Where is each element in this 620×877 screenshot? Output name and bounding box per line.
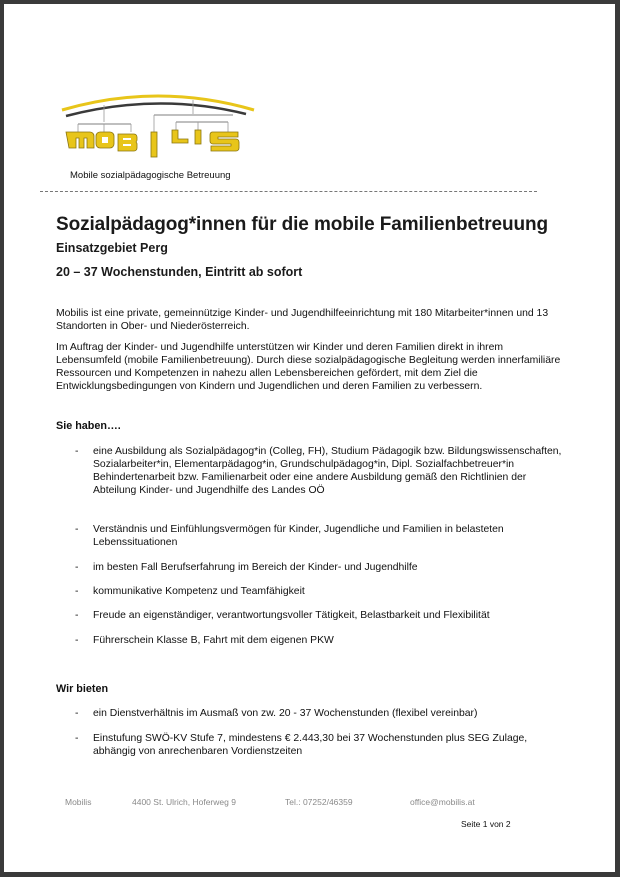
footer-address: 4400 St. Ulrich, Hoferweg 9 [132, 797, 236, 807]
header-separator [40, 191, 537, 192]
bullet-dash: - [75, 733, 79, 744]
logo-letter-s [210, 132, 239, 151]
bullet-dash: - [75, 708, 79, 719]
footer-org: Mobilis [65, 797, 92, 807]
mobilis-logo [58, 88, 258, 160]
list-item-text: Einstufung SWÖ-KV Stufe 7, mindestens € 2.443,30 bei 37 Wochenstunden plus SEG Zulage, abhängig von anrechenbaren Vordienstzeiten [93, 733, 528, 757]
list-item [75, 732, 575, 758]
list-item [75, 523, 575, 549]
list-item-text: Freude an eigenständiger, verantwortungsvoller Tätigkeit, Belastbarkeit und Flexibilität [93, 610, 490, 621]
list-item [75, 707, 575, 720]
footer-phone: Tel.: 07252/46359 [285, 797, 353, 807]
bullet-dash: - [75, 562, 79, 573]
logo-letters [66, 130, 239, 157]
list-item-text: Führerschein Klasse B, Fahrt mit dem eigenen PKW [93, 635, 334, 646]
logo-letter-b [118, 134, 137, 151]
list-item [75, 609, 575, 622]
job-hours: 20 – 37 Wochenstunden, Eintritt ab sofort [56, 265, 303, 279]
section-heading-requirements: Sie haben…. [56, 420, 121, 432]
bullet-dash: - [75, 635, 79, 646]
logo-letter-i1 [151, 132, 157, 157]
list-item [75, 585, 575, 598]
page-title: Sozialpädagog*innen für die mobile Familienbetreuung [56, 214, 549, 235]
section-heading-offer: Wir bieten [56, 683, 109, 695]
list-item-text: kommunikative Kompetenz und Teamfähigkeit [93, 586, 305, 597]
list-item-text: im besten Fall Berufserfahrung im Bereich der Kinder- und Jugendhilfe [93, 562, 418, 573]
logo-letter-m [66, 132, 94, 148]
bullet-dash: - [75, 610, 79, 621]
logo-subtitle: Mobile sozialpädagogische Betreuung [70, 170, 231, 181]
logo-mobile-strings [78, 100, 233, 132]
logo-letter-l [172, 130, 188, 143]
bullet-dash: - [75, 524, 79, 535]
page-number: Seite 1 von 2 [461, 819, 511, 829]
list-item-text: ein Dienstverhältnis im Ausmaß von zw. 20 - 37 Wochenstunden (flexibel vereinbar) [93, 708, 478, 719]
logo-letter-i2 [195, 130, 201, 144]
description-paragraph: Im Auftrag der Kinder- und Jugendhilfe unterstützen wir Kinder und deren Familien direkt in ihrem Lebensumfeld (mobile Familienbetreuung). Durch diese sozialpädagogische Begleitung werden innerfamiliäre Ressourcen und Kompetenzen in nahezu allen Lebensbereichen gefördert, mit dem Ziel die Entwicklungsbedingungen von Kindern und Jugendlichen und deren Familien zu verbessern. [56, 342, 561, 392]
job-location: Einsatzgebiet Perg [56, 241, 168, 255]
intro-paragraph: Mobilis ist eine private, gemeinnützige Kinder- und Jugendhilfeeinrichtung mit 180 Mitarbeiter*innen und 13 Standorten in Ober- und Niederösterreich. [56, 308, 549, 332]
list-item [75, 634, 575, 647]
bullet-dash: - [75, 586, 79, 597]
list-item [75, 561, 575, 574]
list-item-text: eine Ausbildung als Sozialpädagog*in (Colleg, FH), Studium Pädagogik bzw. Bildungswissenschaften, Sozialarbeiter*in, Elementarpädagog*in, Grundschulpädagog*in, Dipl. Sozialfachbetreuer*in Behindertenarbeit bzw. Familienarbeit oder eine andere Ausbildung gemäß den Richtlinien der Abteilung Kinder- und Jugendhilfe des Landes OÖ [93, 446, 562, 496]
bullet-dash: - [75, 446, 79, 457]
logo-arc-dark [66, 103, 246, 116]
list-item-text: Verständnis und Einfühlungsvermögen für Kinder, Jugendliche und Familien in belasteten Lebenssituationen [93, 524, 504, 548]
list-item [75, 445, 575, 497]
footer-email-link[interactable]: office@mobilis.at [410, 797, 475, 807]
